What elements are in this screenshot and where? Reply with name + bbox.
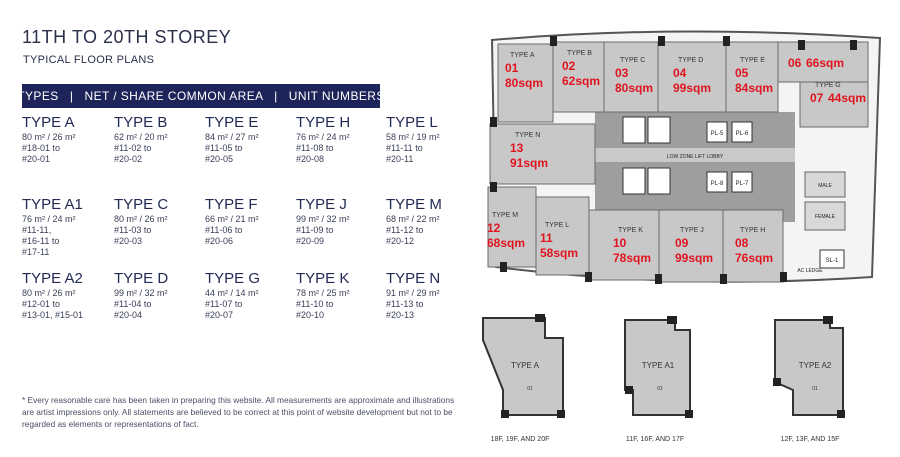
type-card <box>22 114 112 165</box>
unit-area: 80sqm <box>505 76 544 90</box>
plan-type-a1 <box>625 316 693 443</box>
type-name: TYPE A <box>22 114 75 131</box>
column <box>780 272 787 282</box>
type-area: 80 m² / 26 m² <box>22 132 76 142</box>
unit-area: 99sqm <box>673 81 712 95</box>
unit-number: 12 <box>487 221 501 235</box>
type-unit-numbers: #11-03 to <box>114 225 152 235</box>
type-card <box>386 196 476 247</box>
type-unit-numbers: #11-12 to <box>386 225 424 235</box>
unit-cell-j <box>659 210 723 282</box>
type-unit-numbers: #20-03 <box>114 236 143 246</box>
column <box>773 378 781 386</box>
lift-shaft <box>648 168 670 194</box>
type-unit-numbers: #20-12 <box>386 236 415 246</box>
unit-cell-n <box>490 124 595 184</box>
column <box>500 262 507 272</box>
page-title: 11TH TO 20TH STOREY <box>22 27 232 47</box>
type-card <box>205 196 295 247</box>
column <box>501 410 509 418</box>
column <box>823 316 833 324</box>
type-area: 78 m² / 25 m² <box>296 288 350 298</box>
type-area: 76 m² / 24 m² <box>22 214 76 224</box>
unit-number: 01 <box>505 61 519 75</box>
lift-label: PL-8 <box>710 181 724 187</box>
type-unit-numbers: #20-01 <box>22 154 51 164</box>
type-area: 91 m² / 29 m² <box>386 288 440 298</box>
type-unit-numbers: #20-06 <box>205 236 234 246</box>
small-plan-floors-label: 18F, 19F, AND 20F <box>490 436 550 443</box>
unit-type-label: TYPE G <box>815 82 841 89</box>
unit-area: 76sqm <box>735 251 774 265</box>
unit-number: 04 <box>673 66 687 80</box>
column <box>535 314 545 322</box>
unit-type-label: TYPE C <box>620 57 646 64</box>
lift-label: SL-1 <box>825 258 839 264</box>
type-name: TYPE J <box>296 196 347 213</box>
type-unit-numbers: #11-08 to <box>296 143 334 153</box>
unit-area: 84sqm <box>735 81 774 95</box>
type-card <box>22 270 112 321</box>
type-name: TYPE K <box>296 270 350 287</box>
type-area: 44 m² / 14 m² <box>205 288 259 298</box>
type-name: TYPE B <box>114 114 168 131</box>
type-name: TYPE L <box>386 114 438 131</box>
type-area: 76 m² / 24 m² <box>296 132 350 142</box>
column <box>658 36 665 46</box>
type-card <box>296 270 386 321</box>
unit-type-label: TYPE J <box>680 227 704 234</box>
small-plans <box>475 310 895 455</box>
type-name: TYPE A1 <box>22 196 83 213</box>
unit-number: 02 <box>562 59 576 73</box>
lobby-label: LOW ZONE LIFT LOBBY <box>666 154 724 160</box>
unit-type-label: TYPE N <box>515 132 541 139</box>
type-area: 80 m² / 26 m² <box>114 214 168 224</box>
unit-cell-e <box>726 42 778 112</box>
unit-number: 05 <box>735 66 749 80</box>
column <box>850 40 857 50</box>
room-label-ac-ledge: AC LEDGE <box>797 268 823 274</box>
small-plan-num-label: 01 <box>812 386 818 392</box>
unit-number: 06 <box>788 56 802 70</box>
small-plan-num-label: 01 <box>527 386 533 392</box>
unit-area: 68sqm <box>487 236 526 250</box>
type-card <box>22 196 112 258</box>
type-unit-numbers: #16-11 to <box>22 236 60 246</box>
unit-cell-c <box>604 42 658 112</box>
type-unit-numbers: #20-10 <box>296 310 325 320</box>
column <box>837 410 845 418</box>
lift-label: PL-6 <box>735 131 749 137</box>
type-name: TYPE D <box>114 270 169 287</box>
type-card <box>205 114 295 165</box>
unit-number: 08 <box>735 236 749 250</box>
type-card <box>296 196 386 247</box>
type-unit-numbers: #11-11, <box>22 225 52 235</box>
type-unit-numbers: #18-01 to <box>22 143 61 153</box>
type-name: TYPE E <box>205 114 259 131</box>
column <box>625 386 633 394</box>
type-area: 84 m² / 27 m² <box>205 132 259 142</box>
type-card <box>114 270 204 321</box>
unit-number: 13 <box>510 141 524 155</box>
type-unit-numbers: #11-07 to <box>205 299 243 309</box>
type-area: 58 m² / 19 m² <box>386 132 440 142</box>
type-card <box>386 270 476 321</box>
column <box>557 410 565 418</box>
table-header-bar: TYPES | NET / SHARE COMMON AREA | UNIT NUMBERS <box>22 84 380 108</box>
type-area: 99 m² / 32 m² <box>296 214 350 224</box>
unit-number: 10 <box>613 236 627 250</box>
type-unit-numbers: #11-13 to <box>386 299 424 309</box>
type-unit-numbers: #11-10 to <box>296 299 334 309</box>
type-unit-numbers: #20-13 <box>386 310 415 320</box>
small-plan-type-label: TYPE A2 <box>798 361 832 370</box>
type-unit-numbers: #12-01 to <box>22 299 61 309</box>
type-unit-numbers: #11-11 to <box>386 143 423 153</box>
unit-cell-d <box>658 42 726 112</box>
type-unit-numbers: #11-09 to <box>296 225 334 235</box>
unit-area: 91sqm <box>510 156 549 170</box>
column <box>667 316 677 324</box>
type-name: TYPE A2 <box>22 270 83 287</box>
column <box>798 40 805 50</box>
unit-area: 80sqm <box>615 81 654 95</box>
type-unit-numbers: #11-04 to <box>114 299 152 309</box>
lift-shaft <box>623 168 645 194</box>
room-label-male: MALE <box>818 183 832 189</box>
room-label-female: FEMALE <box>814 214 836 220</box>
type-unit-numbers: #20-05 <box>205 154 234 164</box>
type-unit-numbers: #20-11 <box>386 154 414 164</box>
type-name: TYPE C <box>114 196 169 213</box>
column <box>723 36 730 46</box>
plan-type-a <box>483 314 565 443</box>
column <box>585 272 592 282</box>
type-unit-numbers: #20-02 <box>114 154 143 164</box>
type-unit-numbers: #17-11 <box>22 247 50 257</box>
type-card <box>205 270 295 321</box>
plan-type-a2 <box>773 316 845 443</box>
type-unit-numbers: #20-04 <box>114 310 143 320</box>
unit-number: 07 <box>810 91 824 105</box>
type-area: 62 m² / 20 m² <box>114 132 168 142</box>
unit-number: 09 <box>675 236 689 250</box>
column <box>655 274 662 284</box>
type-unit-numbers: #20-09 <box>296 236 325 246</box>
small-plan-type-label: TYPE A1 <box>641 361 675 370</box>
column <box>490 117 497 127</box>
type-name: TYPE H <box>296 114 351 131</box>
type-name: TYPE G <box>205 270 261 287</box>
unit-type-label: TYPE M <box>492 212 519 219</box>
type-card <box>114 196 204 247</box>
type-unit-numbers: #11-02 to <box>114 143 152 153</box>
unit-type-label: TYPE H <box>740 227 766 234</box>
unit-type-label: TYPE L <box>545 222 570 229</box>
type-area: 80 m² / 26 m² <box>22 288 76 298</box>
unit-area: 62sqm <box>562 74 601 88</box>
small-plan-num-label: 01 <box>657 386 663 392</box>
lift-shaft <box>648 117 670 143</box>
floor-plan <box>480 22 890 292</box>
page-subtitle: TYPICAL FLOOR PLANS <box>23 54 155 66</box>
unit-area: 78sqm <box>613 251 652 265</box>
type-name: TYPE M <box>386 196 442 213</box>
disclaimer-text: * Every reasonable care has been taken in preparing this website. All measurements are approximate and illustrations are artist impressions only. All statements are believed to be correct at this point of website development but not to be regarded as elements or representations of fact. <box>22 395 455 429</box>
column <box>490 182 497 192</box>
type-unit-numbers: #11-05 to <box>205 143 243 153</box>
type-card <box>114 114 204 165</box>
type-card <box>386 114 476 165</box>
type-unit-numbers: #13-01, #15-01 <box>22 310 84 320</box>
unit-type-label: TYPE D <box>678 57 704 64</box>
unit-type-label: TYPE K <box>618 227 643 234</box>
unit-number: 11 <box>540 231 553 245</box>
type-card <box>296 114 386 165</box>
type-unit-numbers: #11-06 to <box>205 225 243 235</box>
type-name: TYPE F <box>205 196 258 213</box>
small-plan-floors-label: 11F, 16F, AND 17F <box>625 436 685 443</box>
lift-label: PL-5 <box>710 131 724 137</box>
type-area: 66 m² / 21 m² <box>205 214 259 224</box>
unit-type-label: TYPE A <box>510 52 535 59</box>
unit-area: 66sqm <box>806 56 845 70</box>
column <box>550 36 557 46</box>
unit-type-label: TYPE B <box>567 50 592 57</box>
column <box>720 274 727 284</box>
lift-shaft <box>623 117 645 143</box>
small-plan-type-label: TYPE A <box>510 361 540 370</box>
unit-cell-h <box>723 210 783 282</box>
small-plan-floors-label: 12F, 13F, AND 15F <box>780 436 840 443</box>
unit-area: 44sqm <box>828 91 867 105</box>
unit-type-label: TYPE E <box>740 57 765 64</box>
type-unit-numbers: #20-07 <box>205 310 234 320</box>
unit-number: 03 <box>615 66 629 80</box>
column <box>685 410 693 418</box>
type-unit-numbers: #20-08 <box>296 154 325 164</box>
type-area: 99 m² / 32 m² <box>114 288 168 298</box>
unit-area: 99sqm <box>675 251 714 265</box>
type-name: TYPE N <box>386 270 441 287</box>
lift-label: PL-7 <box>735 181 749 187</box>
type-area: 68 m² / 22 m² <box>386 214 440 224</box>
unit-area: 58sqm <box>540 246 579 260</box>
